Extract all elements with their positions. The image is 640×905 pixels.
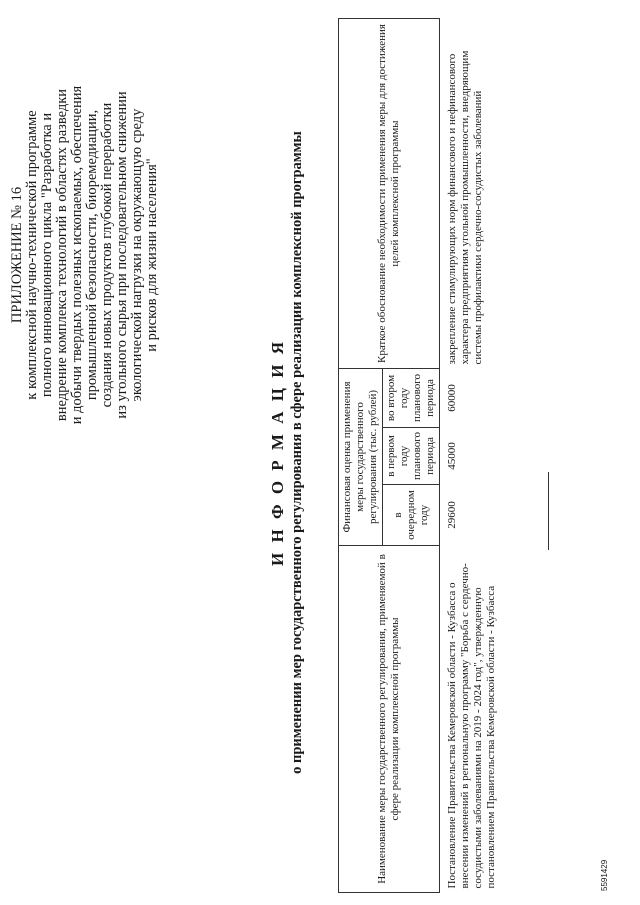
- cell-first-year: 45000: [446, 442, 458, 470]
- appendix-line: к комплексной научно-технической программе: [24, 110, 40, 400]
- header-current-year: в очередном году: [383, 485, 440, 546]
- appendix-line: полного инновационного цикла "Разработка и: [39, 112, 55, 398]
- appendix-line: создания новых продуктов глубокой переработки: [99, 102, 115, 408]
- document-code: 5591429: [600, 859, 609, 891]
- document-title: [268, 0, 306, 905]
- cell-second-year: 60000: [446, 384, 458, 412]
- header-first-year: в первом году планового периода: [383, 428, 440, 485]
- appendix-line: промышленной безопасности, биоремедиации,: [84, 109, 100, 401]
- appendix-header: [10, 0, 160, 905]
- appendix-line: и добычи твердых полезных ископаемых, обеспечения: [69, 85, 85, 425]
- header-financial-group: Финансовая оценка применения меры государственного регулирования (тыс. рублей): [339, 369, 383, 546]
- header-justification: Краткое обоснование необходимости применения меры для достижения целей комплексной программы: [339, 19, 440, 369]
- separator-line: [548, 472, 549, 550]
- header-measure: Наименование меры государственного регулирования, применяемой в сфере реализации комплексной программы: [339, 546, 440, 893]
- cell-current-year: 29600: [446, 501, 458, 529]
- table-row: [440, 19, 501, 893]
- measures-table: [338, 18, 500, 893]
- title-main: И Н Ф О Р М А Ц И Я: [268, 339, 287, 566]
- appendix-line: экологической нагрузки на окружающую среду: [129, 108, 145, 402]
- appendix-line: ПРИЛОЖЕНИЕ № 16: [9, 186, 25, 324]
- appendix-line: из угольного сырья при последовательном снижении: [114, 91, 130, 419]
- cell-justification: закрепление стимулирующих норм финансового и нефинансового характера предприятиям угольной промышленности, внедряющим системы профилактики сердечно-сосудистых заболеваний: [446, 50, 484, 365]
- appendix-line: и рисков для жизни населения": [144, 158, 160, 352]
- title-subtitle: о применении мер государственного регулирования в сфере реализации комплексной программы: [289, 131, 305, 774]
- header-second-year: во втором году планового периода: [383, 369, 440, 428]
- cell-measure: Постановление Правительства Кемеровской области - Кузбасса о внесении изменений в региональную программу "Борьба с сердечно-сосудистыми заболеваниями на 2019 - 2024 год", утвержденную постановлением Правительства Кемеровской области - Кузбасса: [446, 563, 497, 889]
- appendix-line: внедрение комплекса технологий в областях разведки: [54, 88, 70, 422]
